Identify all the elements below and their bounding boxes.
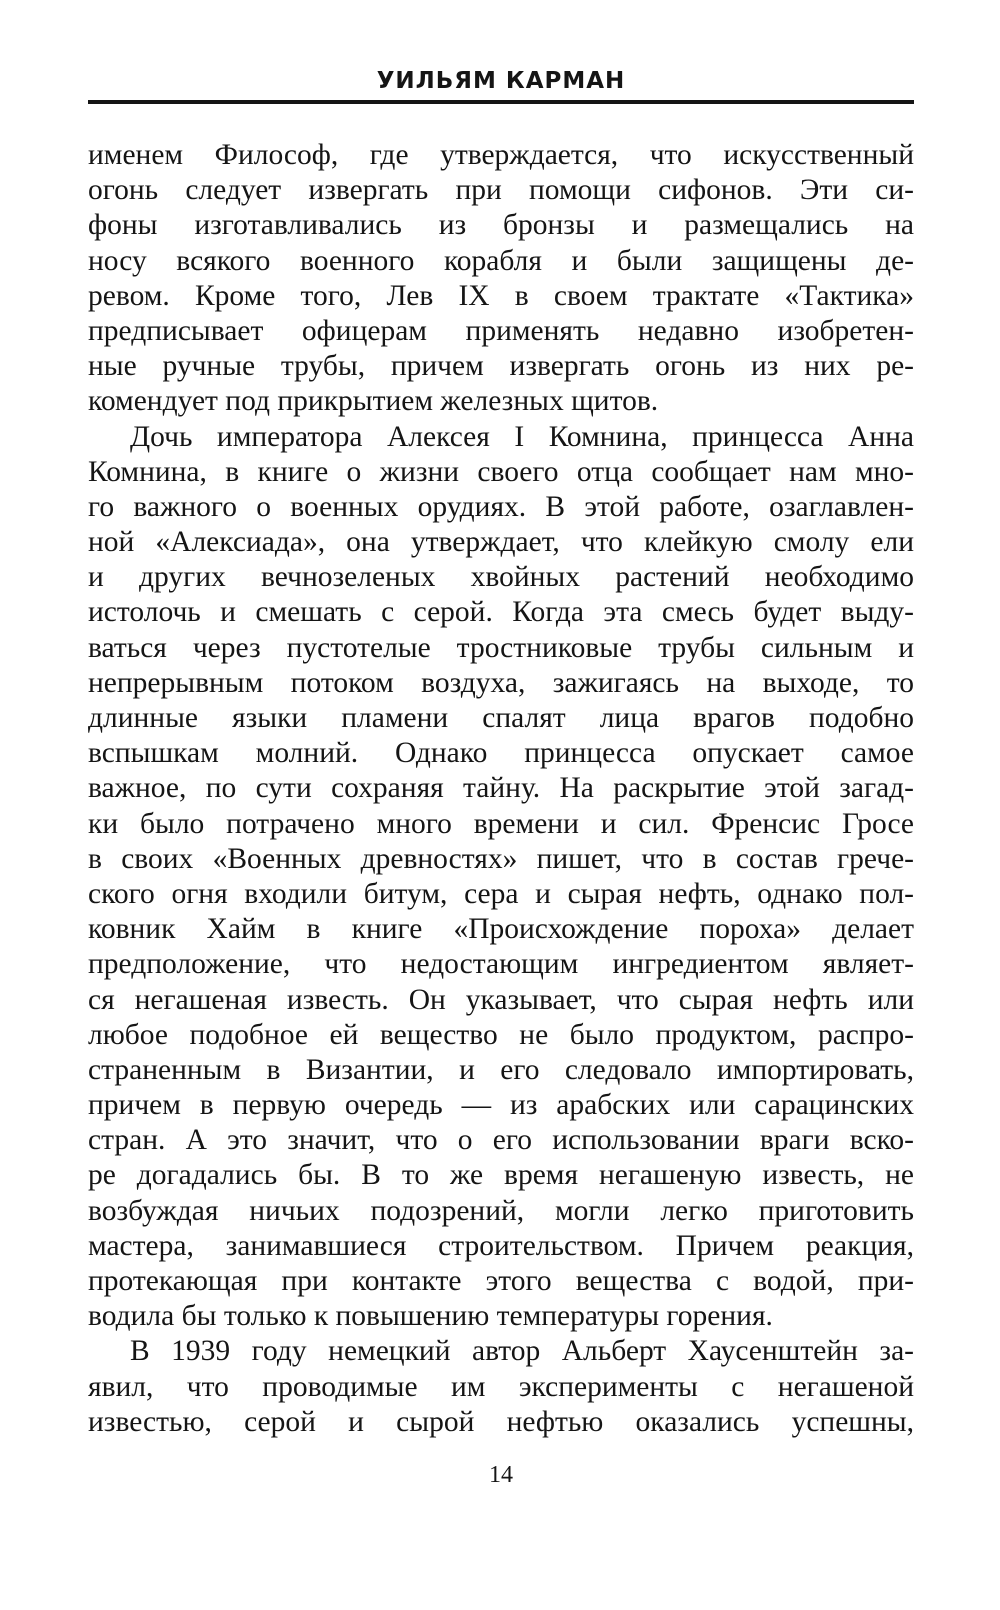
text-line: предположение, что недостающим ингредиентом являет- [88, 948, 914, 981]
text-line: и других вечнозеленых хвойных растений необходимо [88, 561, 914, 594]
running-head-title: УИЛЬЯМ КАРМАН [376, 68, 626, 94]
body-text [88, 138, 914, 1440]
text-line: важное, по сути сохраняя тайну. На раскрытие этой загад- [88, 772, 914, 805]
paragraph-2 [88, 420, 914, 1335]
text-line: ки было потрачено много времени и сил. Френсис Гросе [88, 807, 914, 840]
page-number: 14 [489, 1462, 513, 1488]
text-line: носу всякого военного корабля и были защищены де- [88, 244, 914, 277]
text-line: ся негашеная известь. Он указывает, что сырая нефть или [88, 983, 914, 1016]
text-line: непрерывным потоком воздуха, зажигаясь на выходе, то [88, 666, 914, 699]
text-line: ского огня входили битум, сера и сырая нефть, однако пол- [88, 877, 914, 910]
text-line: именем Философ, где утверждается, что искусственный [88, 139, 914, 171]
text-line: ные ручные трубы, причем извергать огонь из них ре- [88, 350, 914, 383]
text-line: страненным в Византии, и его следовало импортировать, [88, 1053, 914, 1086]
text-line: В 1939 году немецкий автор Альберт Хаусенштейн за- [130, 1335, 914, 1368]
text-line: истолочь и смешать с серой. Когда эта смесь будет выду- [88, 596, 914, 629]
text-line: огонь следует извергать при помощи сифонов. Эти си- [88, 174, 914, 207]
text-line: явил, что проводимые им эксперименты с негашеной [88, 1370, 914, 1403]
text-line: известью, серой и сырой нефтью оказались успешны, [88, 1405, 914, 1438]
text-line: возбуждая ничьих подозрений, могли легко приготовить [88, 1194, 914, 1227]
text-line: предписывает офицерам применять недавно изобретен- [88, 314, 914, 347]
text-line: го важного о военных орудиях. В этой работе, озаглавлен- [88, 490, 914, 523]
text-line: Комнина, в книге о жизни своего отца сообщает нам мно- [88, 455, 914, 488]
text-line: протекающая при контакте этого вещества с водой, при- [88, 1265, 914, 1297]
text-line: ваться через пустотелые тростниковые трубы сильным и [88, 631, 914, 664]
text-line: водила бы только к повышению температуры горения. [88, 1300, 773, 1333]
text-line: комендует под прикрытием железных щитов. [88, 385, 659, 418]
paragraph-1 [88, 138, 914, 420]
text-line: Дочь императора Алексея I Комнина, принцесса Анна [130, 420, 914, 453]
text-line: ковник Хайм в книге «Происхождение пороха» делает [88, 913, 914, 946]
text-line: ре догадались бы. В то же время негашеную известь, не [88, 1159, 914, 1192]
text-line: стран. А это значит, что о его использовании враги вско- [88, 1124, 914, 1157]
text-line: ной «Алексиада», она утверждает, что клейкую смолу ели [88, 526, 914, 559]
text-line: мастера, занимавшиеся строительством. Причем реакция, [88, 1229, 914, 1262]
header-rule [88, 100, 914, 104]
text-line: вспышкам молний. Однако принцесса опускает самое [88, 737, 914, 770]
text-line: в своих «Военных древностях» пишет, что в состав грече- [88, 842, 914, 875]
paragraph-3 [88, 1334, 914, 1440]
text-line: ревом. Кроме того, Лев IX в своем трактате «Тактика» [88, 279, 914, 312]
text-line: любое подобное ей вещество не было продуктом, распро- [88, 1018, 914, 1051]
text-line: длинные языки пламени спалят лица врагов подобно [88, 702, 914, 734]
text-line: фоны изготавливались из бронзы и размещались на [88, 209, 914, 242]
text-line: причем в первую очередь — из арабских или сарацинских [88, 1089, 914, 1122]
